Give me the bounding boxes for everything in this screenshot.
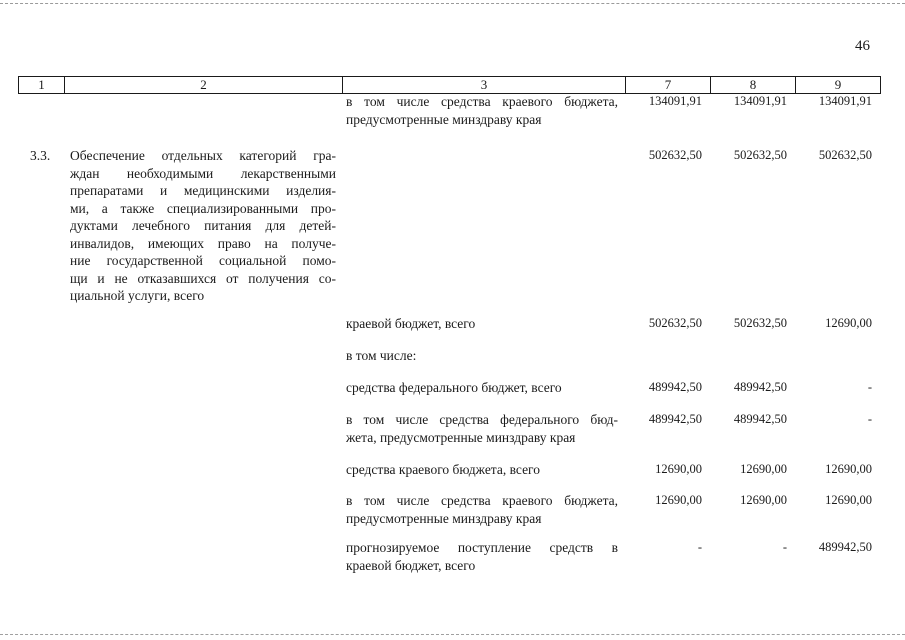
value-col-8: 12690,00 bbox=[740, 462, 787, 476]
table-header bbox=[18, 76, 881, 94]
value-col-8: 489942,50 bbox=[733, 380, 787, 394]
header-col-3: 3 bbox=[343, 77, 626, 93]
row-description bbox=[346, 379, 618, 397]
value-col-9: 12690,00 bbox=[825, 316, 872, 330]
row-name-line: дуктами лечебного питания для детей- bbox=[70, 218, 336, 233]
row-description-line: средства краевого бюджета, всего bbox=[346, 462, 541, 477]
value-col-8: - bbox=[782, 540, 787, 554]
value-col-9: - bbox=[867, 412, 872, 426]
value-col-9: 12690,00 bbox=[825, 493, 872, 507]
value-col-9: 134091,91 bbox=[818, 94, 872, 108]
header-col-7: 7 bbox=[626, 77, 711, 93]
value-col-7: 502632,50 bbox=[648, 148, 702, 162]
row-description-line: в том числе: bbox=[346, 348, 417, 363]
row-description-line: краевой бюджет, всего bbox=[346, 557, 476, 573]
row-name-line: инвалидов, имеющих право на получе- bbox=[70, 235, 336, 251]
row-description bbox=[346, 461, 618, 479]
value-col-7: 134091,91 bbox=[648, 94, 702, 108]
value-col-7: 12690,00 bbox=[655, 462, 702, 476]
row-name-line: ние государственной социальной помо- bbox=[70, 253, 336, 268]
value-col-8: 502632,50 bbox=[733, 316, 787, 330]
row-name-line: щи и не отказавшихся от получения со- bbox=[70, 270, 336, 286]
value-col-8: 134091,91 bbox=[733, 94, 787, 108]
value-col-7: 489942,50 bbox=[648, 380, 702, 394]
row-number: 3.3. bbox=[30, 148, 51, 163]
row-name-line: ми, а также специализированными про- bbox=[70, 200, 336, 216]
row-name-line: Обеспечение отдельных категорий гра- bbox=[70, 148, 336, 163]
value-col-7: 502632,50 bbox=[648, 316, 702, 330]
row-description-line: прогнозируемое поступление средств в bbox=[346, 540, 618, 555]
row-description bbox=[346, 492, 618, 527]
row-description bbox=[346, 93, 618, 128]
value-col-7: 12690,00 bbox=[655, 493, 702, 507]
row-name-line: циальной услуги, всего bbox=[70, 288, 205, 303]
header-col-8: 8 bbox=[711, 77, 796, 93]
row-name-line: препаратами и медицинскими изделия- bbox=[70, 183, 336, 198]
row-name bbox=[70, 147, 336, 305]
header-col-1: 1 bbox=[19, 77, 65, 93]
value-col-9: 12690,00 bbox=[825, 462, 872, 476]
row-description bbox=[346, 347, 618, 365]
row-description-line: в том числе средства федерального бюд- bbox=[346, 412, 618, 427]
row-description bbox=[346, 539, 618, 574]
row-description-line: предусмотренные минздраву края bbox=[346, 510, 542, 526]
row-description bbox=[346, 315, 618, 333]
header-col-2: 2 bbox=[65, 77, 343, 93]
row-description-line: жета, предусмотренные минздраву края bbox=[346, 429, 576, 445]
row-description-line: краевой бюджет, всего bbox=[346, 316, 476, 331]
row-description-line: средства федерального бюджет, всего bbox=[346, 380, 562, 395]
scan-edge-top bbox=[0, 3, 905, 4]
value-col-7: - bbox=[697, 540, 702, 554]
value-col-9: 502632,50 bbox=[818, 148, 872, 162]
value-col-9: - bbox=[867, 380, 872, 394]
row-description bbox=[346, 411, 618, 446]
page-number: 46 bbox=[855, 38, 870, 54]
header-col-9: 9 bbox=[834, 77, 842, 92]
value-col-8: 489942,50 bbox=[733, 412, 787, 426]
row-description-line: в том числе средства краевого бюджета, bbox=[346, 493, 618, 508]
row-name-line: ждан необходимыми лекарственными bbox=[70, 165, 336, 181]
value-col-8: 12690,00 bbox=[740, 493, 787, 507]
value-col-7: 489942,50 bbox=[648, 412, 702, 426]
value-col-8: 502632,50 bbox=[733, 148, 787, 162]
scan-edge-bottom bbox=[0, 634, 905, 635]
value-col-9: 489942,50 bbox=[818, 540, 872, 554]
row-description-line: предусмотренные минздраву края bbox=[346, 111, 542, 127]
row-description-line: в том числе средства краевого бюджета, bbox=[346, 94, 618, 109]
